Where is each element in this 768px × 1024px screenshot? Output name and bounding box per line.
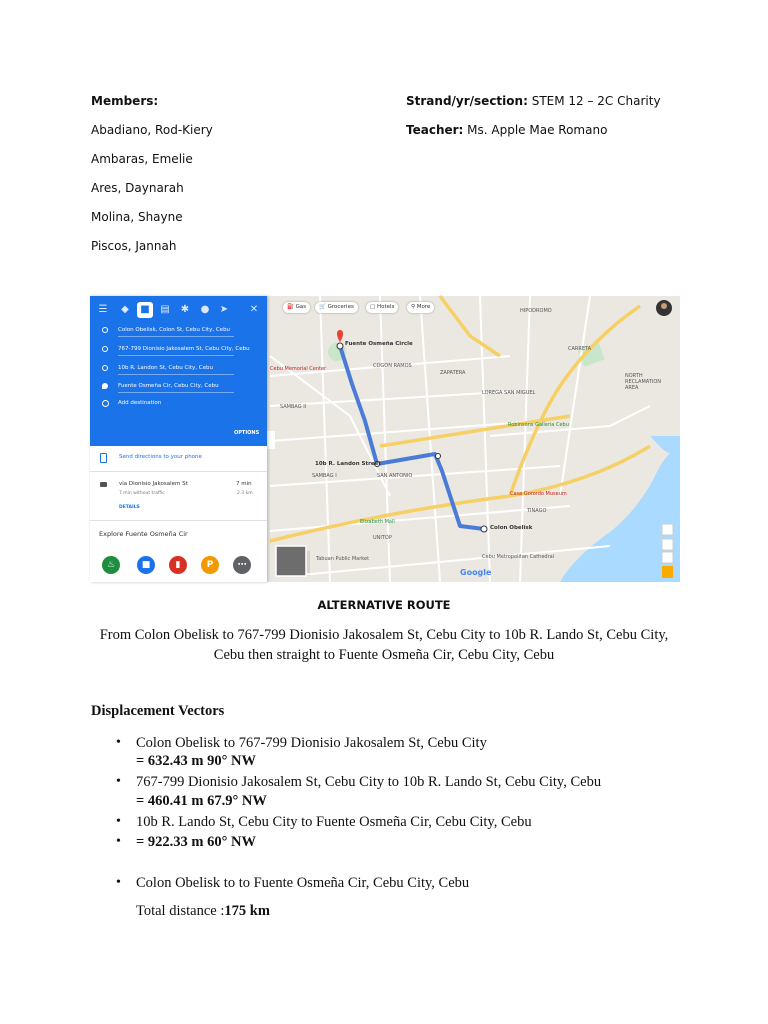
travel-mode-bar [90,302,267,318]
route-waypoint-marker [436,454,441,459]
vector-item: Colon Obelisk to 767-799 Dionisio Jakosalem St, Cebu City [136,735,487,751]
explore-heading: Explore Fuente Osmeña Cir [99,530,188,538]
map-label-elizabeth-mall: Elizabeth Mall [360,519,395,525]
vector-item: 767-799 Dionisio Jakosalem St, Cebu City to 10b R. Lando St, Cebu City, Cebu [136,774,602,790]
stop-marker-icon [102,365,108,371]
send-to-phone-link[interactable]: Send directions to your phone [119,454,202,460]
chip-more[interactable]: ⚲ More [407,302,434,313]
map-screenshot [90,296,680,582]
location-button[interactable] [662,524,673,535]
divider [90,471,267,472]
add-destination-link[interactable]: Add destination [118,400,162,406]
bullet-icon: • [116,814,121,829]
chip-label: Gas [295,304,307,310]
member-name: Ares, Daynarah [91,181,184,195]
map-label-casa-gorordo: Casa Gorordo Museum [510,491,567,497]
gas-station-icon[interactable]: ▮ [169,556,187,574]
chip-label: More [416,304,431,310]
route-option-title[interactable]: via Dionisio Jakosalem St [119,481,188,487]
stop-marker-icon [102,346,108,352]
map-label-robinsons: Robinsons Galleria Cebu [508,422,569,428]
map-label-memorial: Cebu Memorial Center [270,366,327,372]
google-logo: Google [460,568,492,577]
map-label-hipodromo: HIPODROMO [520,308,552,314]
zoom-in-button[interactable] [662,539,673,550]
layers-button[interactable] [276,546,306,576]
map-label-lorega: LOREGA SAN MIGUEL [482,390,536,396]
route-stop-input[interactable]: Colon Obelisk, Colon St, Cebu City, Cebu [118,324,234,337]
vector-value: = 460.41 m 67.9° NW [136,793,267,809]
map-label-landon: 10b R. Landon Street [315,461,381,467]
teacher-label: Teacher: [406,123,464,137]
stop-marker-icon [102,327,108,333]
flight-mode-icon[interactable]: ➤ [219,304,229,315]
add-destination-icon [102,400,109,407]
cycling-mode-icon[interactable]: ● [200,304,210,315]
alternative-route-heading: ALTERNATIVE ROUTE [317,598,451,612]
teacher-line [406,123,607,137]
parking-icon[interactable]: P [201,556,219,574]
bullet-icon: • [116,735,121,750]
member-name: Abadiano, Rod-Kiery [91,123,213,137]
chip-gas[interactable]: ⛽ Gas [283,302,310,313]
menu-icon[interactable]: ☰ [98,304,108,315]
phone-icon [100,453,107,463]
member-name: Molina, Shayne [91,210,183,224]
options-button[interactable]: OPTIONS [234,430,260,436]
route-stop-input[interactable]: 767-799 Dionisio Jakosalem St, Cebu City, Cebu [118,343,234,356]
restaurants-icon[interactable]: ♨ [102,556,120,574]
bullet-icon: • [116,834,121,849]
route-stop-input[interactable]: Fuente Osmeña Cir, Cebu City, Cebu [118,380,234,393]
map-label-cathedral: Cebu Metropolitan Cathedral [482,554,555,560]
member-name: Ambaras, Emelie [91,152,193,166]
map-label-sambag1: SAMBAG I [312,473,337,479]
route-description: From Colon Obelisk to 767-799 Dionisio Jakosalem St, Cebu City to 10b R. Lando St, Cebu City, Cebu then straight to Fuente Osmeña Cir, Cebu City, Cebu [99,627,669,663]
bullet-icon: • [116,774,121,789]
map-label-tabuan: Tabuan Public Market [316,556,370,562]
map-label-fuente: Fuente Osmeña Circle [345,341,413,347]
map-label-tinago: TINAGO [527,508,547,514]
chip-label: Hotels [376,304,395,310]
vector-value: = 922.33 m 60° NW [136,834,256,850]
total-distance-value: 175 km [224,903,270,919]
map-label-unitop: UNITOP [373,535,392,541]
map-label-carreta: CARRETA [568,346,592,352]
member-name: Piscos, Jannah [91,239,177,253]
map-label-colon: Colon Obelisk [490,525,533,531]
divider [90,520,267,521]
vector-value: = 632.43 m 90° NW [136,753,256,769]
members-heading: Members: [91,94,159,108]
directions-header [90,296,267,446]
route-end-marker [337,343,343,349]
strand-line [406,94,661,108]
strand-value: STEM 12 – 2C Charity [531,94,661,108]
displacement-heading: Displacement Vectors [91,703,225,719]
route-stop-input[interactable]: 10b R. Landon St, Cebu City, Cebu [118,362,234,375]
vector-item: 10b R. Lando St, Cebu City to Fuente Osmeña Cir, Cebu City, Cebu [136,814,532,830]
walking-mode-icon[interactable]: ✱ [180,304,190,315]
route-start-marker [481,526,487,532]
total-distance [136,903,270,920]
destination-marker-icon [102,383,108,389]
more-options-icon[interactable]: ⋯ [233,556,251,574]
total-distance-label: Total distance : [136,903,225,919]
hotels-icon[interactable]: ■ [137,556,155,574]
teacher-value: Ms. Apple Mae Romano [467,123,608,137]
map-label-north-reclamation: NORTH RECLAMATION AREA [625,373,661,391]
route-time: 7 min [236,481,252,487]
map-label-sambag2: SAMBAG II [280,404,307,410]
directions-panel [90,296,267,582]
map-label-zapatera: ZAPATERA [440,370,466,376]
chip-label: Groceries [327,304,354,310]
map-label-san-antonio: SAN ANTONIO [377,473,413,479]
chip-hotels[interactable]: ▢ Hotels [366,302,398,313]
best-mode-icon[interactable]: ◆ [121,304,129,315]
chip-groceries[interactable]: 🛒 Groceries [315,302,358,313]
map-label-cogon: COGON RAMOS [373,363,412,369]
collapse-panel-button[interactable] [267,431,275,449]
zoom-out-button[interactable] [662,552,673,563]
strand-label: Strand/yr/section: [406,94,528,108]
route-distance: 2.3 km [237,491,253,496]
transit-mode-icon[interactable]: ▤ [160,304,170,315]
vector-item: Colon Obelisk to to Fuente Osmeña Cir, Cebu City, Cebu [136,875,470,891]
car-icon [100,482,107,487]
close-icon[interactable]: ✕ [249,304,259,315]
bullet-icon: • [116,875,121,890]
street-view-pegman-icon[interactable] [662,566,673,578]
route-traffic-note: 7 min without traffic [119,491,165,496]
driving-mode-icon[interactable]: ■ [137,302,153,318]
details-button[interactable]: DETAILS [119,505,140,510]
avatar-face-icon [661,303,667,309]
